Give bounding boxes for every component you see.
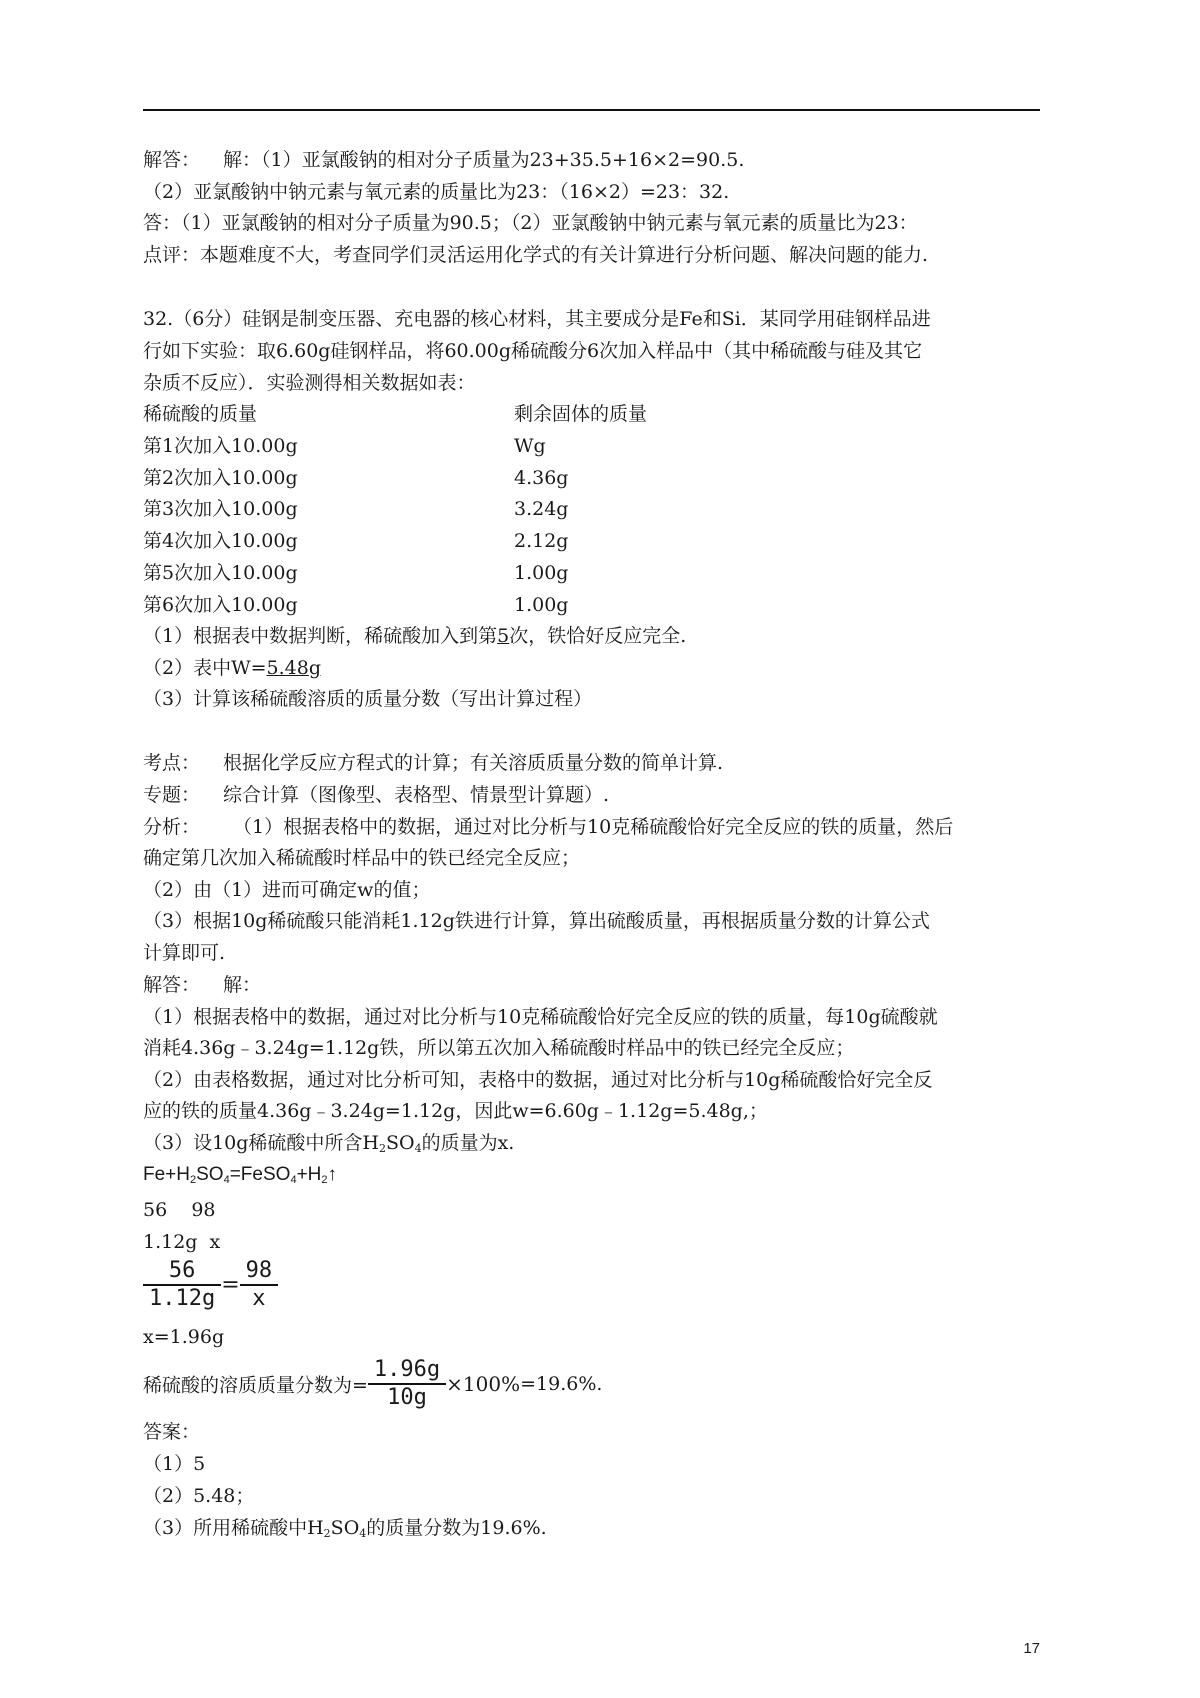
fraction-1.96g-over-10g: $\frac{1.96g}{10g}$ <box>368 1357 446 1411</box>
chemical-equation: $Fe+H_2SO_4=FeSO_4+H_2↑$ <box>143 1164 338 1186</box>
percentage-calc: 稀硫酸的溶质质量分数为= $\frac{1.96g}{10g}$ ×100%=19.6%. <box>143 1357 603 1410</box>
answer-line-2: 消耗4.36g﹣3.24g=1.12g铁，所以第五次加入稀硫酸时样品中的铁已经完全反应； <box>143 1037 855 1059</box>
final-answer-1: （1）5 <box>143 1453 206 1475</box>
fenxi-line-4: （3）根据10g稀硫酸只能消耗1.12g铁进行计算，算出硫酸质量，再根据质量分数的计算公式 <box>143 910 930 932</box>
fenxi-line-5: 计算即可. <box>143 942 226 964</box>
q32-line-3: 杂质不反应）．实验测得相关数据如表： <box>143 372 476 394</box>
header-rule <box>143 109 1040 111</box>
table-header <box>143 402 648 426</box>
molar-masses: 56 98 <box>143 1199 216 1221</box>
fenxi-line-2: 确定第几次加入稀硫酸时样品中的铁已经完全反应； <box>143 847 581 869</box>
answer-line-1: （1）根据表格中的数据，通过对比分析与10克稀硫酸恰好完全反应的铁的质量，每10g硫酸就 <box>143 1006 938 1028</box>
fenxi-line-3: （2）由（1）进而可确定w的值； <box>143 879 431 901</box>
fraction-98-over-x: $\frac{98}{x}$ <box>240 1258 279 1312</box>
answer-line-5: （3）设10g稀硫酸中所含$H_2SO_4$的质量为x. <box>143 1132 515 1155</box>
final-answer-3: （3）所用稀硫酸中$H_2SO_4$的质量分数为19.6%. <box>143 1517 547 1540</box>
table-row: 第2次加入10.00g 4.36g <box>143 467 569 489</box>
table-row: 第5次加入10.00g 1.00g <box>143 562 569 584</box>
fraction-56-over-1.12g: $\frac{56}{1.12g}$ <box>143 1258 221 1312</box>
answer-label: 答案： <box>143 1421 201 1443</box>
q32-line-1: 32.（6分）硅钢是制变压器、充电器的核心材料，其主要成分是Fe和Si．某同学用硅钢样品进 <box>143 308 931 330</box>
gas-arrow-icon: ↑ <box>327 1164 338 1185</box>
prev-comment: 点评：本题难度不大，考查同学们灵活运用化学式的有关计算进行分析问题、解决问题的能力. <box>143 244 929 266</box>
q32-answer-2: 5.48g <box>266 657 322 679</box>
fenxi: 分析： （1）根据表格中的数据，通过对比分析与10克稀硫酸恰好完全反应的铁的质量，然后 <box>143 816 954 838</box>
zhuanti: 专题： 综合计算（图像型、表格型、情景型计算题）. <box>143 784 610 806</box>
prev-answer-line-2: （2）亚氯酸钠中钠元素与氧元素的质量比为23：（16×2）=23：32. <box>143 181 730 203</box>
q32-answer-1: 5 <box>497 625 510 647</box>
table-header-col2: 剩余固体的质量 <box>514 403 648 425</box>
table-row: 第1次加入10.00g Wg <box>143 435 546 457</box>
x-result: x=1.96g <box>143 1326 225 1348</box>
q32-line-2: 行如下实验：取6.60g硅钢样品，将60.00g稀硫酸分6次加入样品中（其中稀硫酸与硅及其它 <box>143 340 923 362</box>
answer-line-4: 应的铁的质量4.36g﹣3.24g=1.12g，因此w=6.60g﹣1.12g=5.48g,； <box>143 1100 768 1122</box>
q32-sub-1: （1）根据表中数据判断，稀硫酸加入到第5次，铁恰好反应完全. <box>143 625 687 647</box>
final-answer-2: （2）5.48； <box>143 1485 255 1507</box>
page-number: 17 <box>1023 1640 1040 1657</box>
mass-values: 1.12g x <box>143 1231 221 1253</box>
kaodian: 考点： 根据化学反应方程式的计算；有关溶质质量分数的简单计算. <box>143 752 724 774</box>
table-row: 第3次加入10.00g 3.24g <box>143 498 569 520</box>
table-row: 第6次加入10.00g 1.00g <box>143 594 569 616</box>
proportion: $\frac{56}{1.12g}$ = $\frac{98}{x}$ <box>143 1258 278 1312</box>
table-row: 第4次加入10.00g 2.12g <box>143 530 569 552</box>
answer-line-3: （2）由表格数据，通过对比分析可知，表格中的数据，通过对比分析与10g稀硫酸恰好完全反 <box>143 1069 933 1091</box>
jieda: 解答： 解： <box>143 974 262 996</box>
q32-sub-3: （3）计算该稀硫酸溶质的质量分数（写出计算过程） <box>143 688 593 710</box>
prev-answer-line-3: 答：（1）亚氯酸钠的相对分子质量为90.5；（2）亚氯酸钠中钠元素与氧元素的质量比为23： <box>143 212 918 234</box>
prev-answer-line-1: 解答： 解：（1）亚氯酸钠的相对分子质量为23+35.5+16×2=90.5. <box>143 149 745 171</box>
q32-sub-2: （2）表中W=5.48g <box>143 657 322 679</box>
table-header-col1: 稀硫酸的质量 <box>143 403 258 425</box>
